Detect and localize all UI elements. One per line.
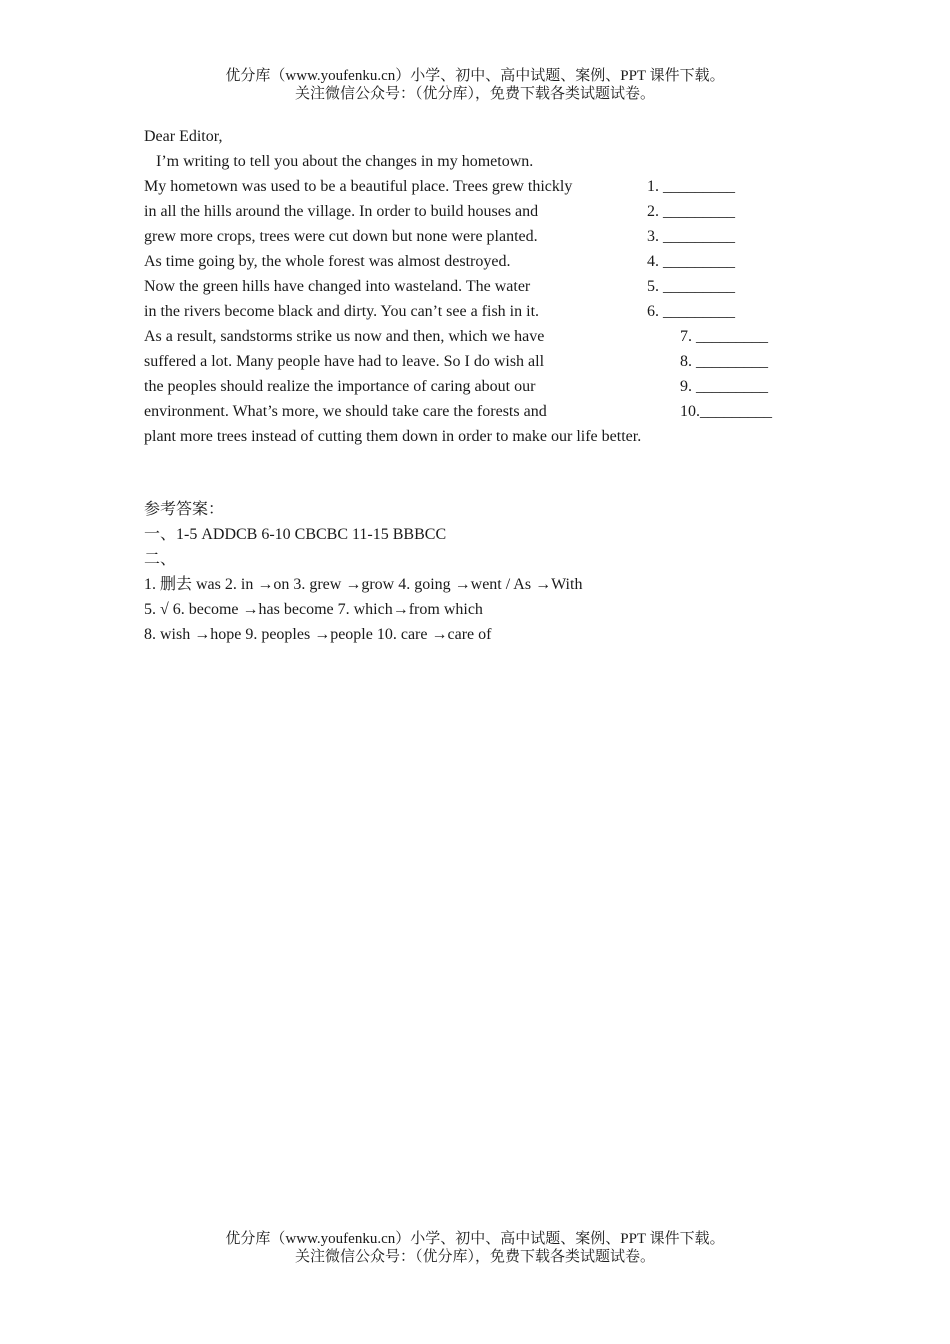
letter-greeting: [144, 124, 844, 149]
letter-line: [144, 324, 844, 349]
answer-blank: 9. _________: [680, 378, 768, 395]
greeting-text: Dear Editor,: [144, 128, 223, 145]
letter-line: [144, 199, 844, 224]
letter-line-text: As a result, sandstorms strike us now and then, which we have: [144, 328, 545, 345]
letter-line-text: grew more crops, trees were cut down but none were planted.: [144, 228, 538, 245]
letter-line-text: in all the hills around the village. In order to build houses and: [144, 203, 539, 220]
page-header: [0, 67, 950, 103]
letter-line: [144, 224, 844, 249]
header-line-1: 优分库（www.youfenku.cn）小学、初中、高中试题、案例、PPT 课件下载。: [225, 68, 725, 84]
answer-row-3: 8. wish →hope 9. peoples →people 10. care →care of: [144, 626, 492, 643]
letter-line: [144, 349, 844, 374]
page-footer: [0, 1230, 950, 1266]
answer-blank: 3. _________: [647, 228, 735, 245]
answer-key: [144, 497, 844, 647]
letter-intro: [144, 149, 844, 174]
header-line-2: 关注微信公众号：（优分库），免费下载各类试题试卷。: [294, 86, 655, 102]
letter-line-text: My hometown was used to be a beautiful place. Trees grew thickly: [144, 178, 573, 195]
answer-blank: 1. _________: [647, 178, 735, 195]
letter-line-text: As time going by, the whole forest was almost destroyed.: [144, 253, 511, 270]
answer-key-title: 参考答案：: [144, 501, 225, 518]
answer-blank: 4. _________: [647, 253, 735, 270]
letter-line-text: suffered a lot. Many people have had to leave. So I do wish all: [144, 353, 545, 370]
answer-part-1: 一、1-5 ADDCB 6-10 CBCBC 11-15 BBBCC: [144, 526, 447, 543]
letter-line: [144, 299, 844, 324]
answer-blank: 7. _________: [680, 328, 768, 345]
letter-body: [144, 124, 844, 449]
intro-text: I’m writing to tell you about the changes in my hometown.: [156, 153, 534, 170]
letter-line: [144, 174, 844, 199]
letter-line: [144, 374, 844, 399]
footer-line-2: 关注微信公众号：（优分库），免费下载各类试题试卷。: [294, 1249, 655, 1265]
answer-part-2-label: 二、: [144, 551, 177, 568]
letter-closing: [144, 424, 844, 449]
footer-line-1: 优分库（www.youfenku.cn）小学、初中、高中试题、案例、PPT 课件下载。: [225, 1231, 725, 1247]
answer-blank: 8. _________: [680, 353, 768, 370]
letter-line: [144, 249, 844, 274]
letter-line-text: environment. What’s more, we should take care the forests and: [144, 403, 547, 420]
answer-blank: 2. _________: [647, 203, 735, 220]
letter-line: [144, 399, 844, 424]
letter-line-text: the peoples should realize the importance of caring about our: [144, 378, 536, 395]
answer-blank: 5. _________: [647, 278, 735, 295]
answer-blank: 6. _________: [647, 303, 735, 320]
answer-row-1: 1. 删去 was 2. in →on 3. grew →grow 4. going →went / As →With: [144, 576, 583, 593]
closing-text: plant more trees instead of cutting them down in order to make our life better.: [144, 428, 642, 445]
letter-line-text: in the rivers become black and dirty. You can’t see a fish in it.: [144, 303, 540, 320]
answer-row-2: 5. √ 6. become →has become 7. which→from which: [144, 601, 483, 618]
letter-line-text: Now the green hills have changed into wasteland. The water: [144, 278, 531, 295]
letter-line: [144, 274, 844, 299]
answer-blank: 10._________: [680, 403, 772, 420]
